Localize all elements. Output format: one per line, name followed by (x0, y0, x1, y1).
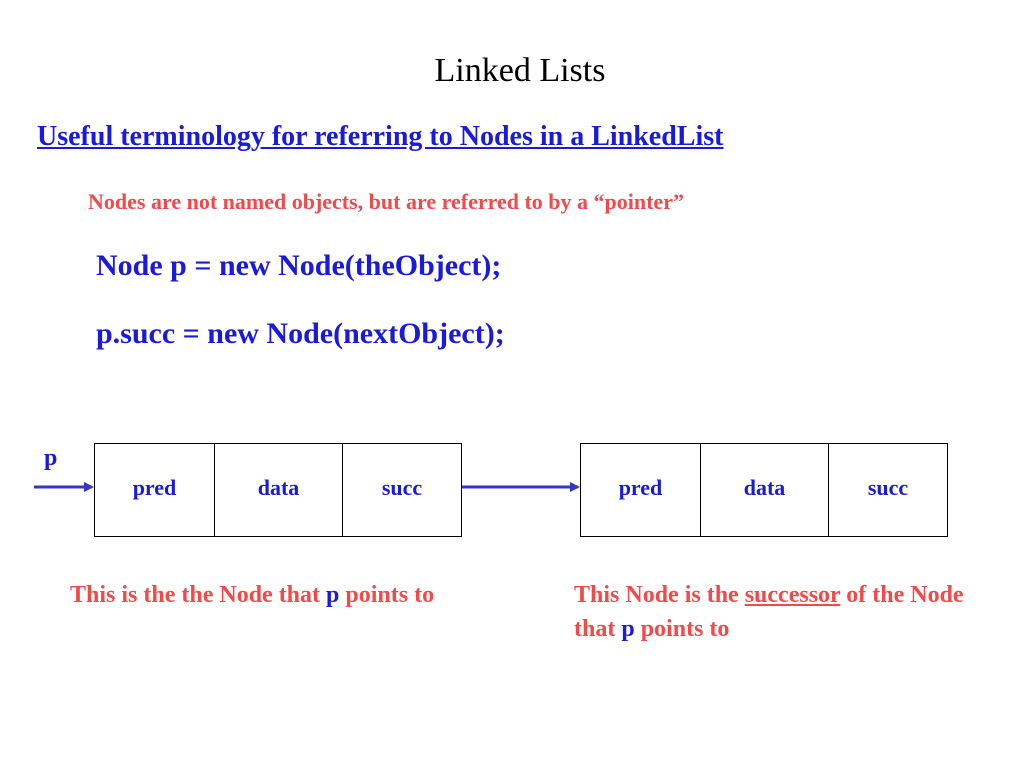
caption-text: of the Node that (574, 582, 964, 642)
node-field-data: data (214, 444, 342, 536)
node-field-succ: succ (828, 444, 947, 536)
node-box-first (94, 443, 462, 537)
node-field-pred: pred (618, 475, 663, 500)
node-field-succ: succ (342, 444, 461, 536)
node-field-pred: pred (132, 475, 177, 500)
caption-text: points to (339, 582, 435, 608)
caption-text: This is the the Node that (70, 582, 327, 608)
caption-pointer: p (326, 582, 340, 608)
caption-current-node (70, 578, 434, 612)
node-field-data: data (700, 444, 828, 536)
caption-text: points to (634, 616, 730, 642)
slide-title: Linked Lists (434, 52, 606, 89)
slide-subtitle: Useful terminology for referring to Nodes in a LinkedList (37, 121, 724, 152)
pointer-label: p (44, 445, 58, 471)
node-box-second (580, 443, 948, 537)
code-line-1: Node p = new Node(theObject); (96, 249, 502, 282)
pointer-note: Nodes are not named objects, but are referred to by a “pointer” (88, 189, 684, 214)
caption-pointer: p (621, 616, 635, 642)
caption-emphasis: successor (744, 582, 841, 608)
code-line-2: p.succ = new Node(nextObject); (96, 317, 505, 350)
caption-text: This Node is the (574, 582, 745, 608)
caption-successor-node (574, 578, 994, 646)
